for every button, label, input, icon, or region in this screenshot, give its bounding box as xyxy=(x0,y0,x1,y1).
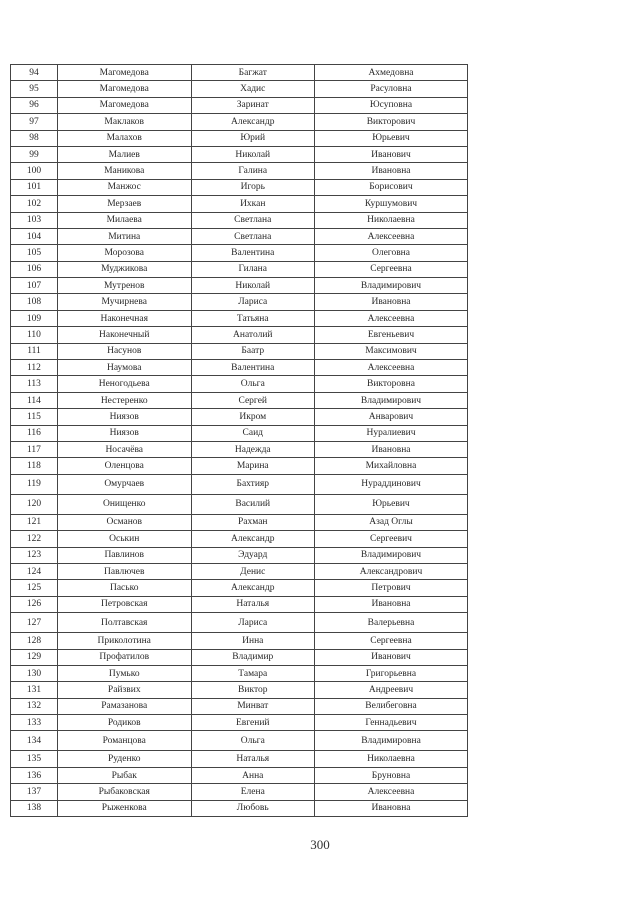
table-row xyxy=(11,458,468,474)
table-row xyxy=(11,114,468,130)
first-name-cell: Николай xyxy=(191,146,314,162)
last-name-cell: Ниязов xyxy=(57,425,191,441)
first-name-cell: Василий xyxy=(191,494,314,514)
row-number-cell: 108 xyxy=(11,294,58,310)
row-number-cell: 99 xyxy=(11,146,58,162)
last-name-cell: Рамазанова xyxy=(57,698,191,714)
patronymic-cell: Куршумович xyxy=(314,196,467,212)
table-row xyxy=(11,596,468,612)
last-name-cell: Магомедова xyxy=(57,81,191,97)
first-name-cell: Наталья xyxy=(191,596,314,612)
first-name-cell: Александр xyxy=(191,114,314,130)
last-name-cell: Митина xyxy=(57,228,191,244)
first-name-cell: Икром xyxy=(191,409,314,425)
row-number-cell: 136 xyxy=(11,767,58,783)
last-name-cell: Маклаков xyxy=(57,114,191,130)
last-name-cell: Малиев xyxy=(57,146,191,162)
first-name-cell: Рахман xyxy=(191,514,314,530)
patronymic-cell: Ивановна xyxy=(314,441,467,457)
patronymic-cell: Андреевич xyxy=(314,682,467,698)
row-number-cell: 120 xyxy=(11,494,58,514)
patronymic-cell: Валерьевна xyxy=(314,613,467,633)
first-name-cell: Лариса xyxy=(191,613,314,633)
table-row xyxy=(11,294,468,310)
patronymic-cell: Сергеевна xyxy=(314,633,467,649)
table-row xyxy=(11,531,468,547)
table-row xyxy=(11,682,468,698)
first-name-cell: Светлана xyxy=(191,212,314,228)
last-name-cell: Маникова xyxy=(57,163,191,179)
table-row xyxy=(11,376,468,392)
last-name-cell: Рыбак xyxy=(57,767,191,783)
row-number-cell: 112 xyxy=(11,360,58,376)
table-row xyxy=(11,310,468,326)
first-name-cell: Тамара xyxy=(191,665,314,681)
first-name-cell: Виктор xyxy=(191,682,314,698)
row-number-cell: 131 xyxy=(11,682,58,698)
table-row xyxy=(11,409,468,425)
table-row xyxy=(11,65,468,81)
last-name-cell: Османов xyxy=(57,514,191,530)
table-row xyxy=(11,179,468,195)
last-name-cell: Насунов xyxy=(57,343,191,359)
patronymic-cell: Геннадьевич xyxy=(314,715,467,731)
last-name-cell: Омурчаев xyxy=(57,474,191,494)
last-name-cell: Милаева xyxy=(57,212,191,228)
first-name-cell: Любовь xyxy=(191,800,314,816)
table-row xyxy=(11,360,468,376)
last-name-cell: Магомедова xyxy=(57,97,191,113)
last-name-cell: Мутренов xyxy=(57,278,191,294)
row-number-cell: 138 xyxy=(11,800,58,816)
table-row xyxy=(11,474,468,494)
first-name-cell: Анна xyxy=(191,767,314,783)
row-number-cell: 119 xyxy=(11,474,58,494)
last-name-cell: Родиков xyxy=(57,715,191,731)
table-row xyxy=(11,441,468,457)
patronymic-cell: Ахмедовна xyxy=(314,65,467,81)
row-number-cell: 114 xyxy=(11,392,58,408)
table-row xyxy=(11,146,468,162)
patronymic-cell: Александрович xyxy=(314,563,467,579)
last-name-cell: Романцова xyxy=(57,731,191,751)
patronymic-cell: Юсуповна xyxy=(314,97,467,113)
table-row xyxy=(11,212,468,228)
first-name-cell: Галина xyxy=(191,163,314,179)
row-number-cell: 97 xyxy=(11,114,58,130)
first-name-cell: Денис xyxy=(191,563,314,579)
patronymic-cell: Юрьевич xyxy=(314,494,467,514)
row-number-cell: 106 xyxy=(11,261,58,277)
row-number-cell: 125 xyxy=(11,580,58,596)
table-row xyxy=(11,278,468,294)
first-name-cell: Инна xyxy=(191,633,314,649)
patronymic-cell: Петрович xyxy=(314,580,467,596)
first-name-cell: Ихкан xyxy=(191,196,314,212)
table-row xyxy=(11,97,468,113)
row-number-cell: 123 xyxy=(11,547,58,563)
row-number-cell: 129 xyxy=(11,649,58,665)
patronymic-cell: Алексеевна xyxy=(314,228,467,244)
row-number-cell: 133 xyxy=(11,715,58,731)
table-row xyxy=(11,261,468,277)
patronymic-cell: Азад Оглы xyxy=(314,514,467,530)
last-name-cell: Носачёва xyxy=(57,441,191,457)
patronymic-cell: Сергеевна xyxy=(314,261,467,277)
first-name-cell: Бахтияр xyxy=(191,474,314,494)
patronymic-cell: Бруновна xyxy=(314,767,467,783)
first-name-cell: Багжат xyxy=(191,65,314,81)
last-name-cell: Наумова xyxy=(57,360,191,376)
first-name-cell: Евгений xyxy=(191,715,314,731)
patronymic-cell: Иванович xyxy=(314,146,467,162)
last-name-cell: Муджикова xyxy=(57,261,191,277)
first-name-cell: Светлана xyxy=(191,228,314,244)
first-name-cell: Николай xyxy=(191,278,314,294)
patronymic-cell: Олеговна xyxy=(314,245,467,261)
first-name-cell: Марина xyxy=(191,458,314,474)
patronymic-cell: Алексеевна xyxy=(314,310,467,326)
row-number-cell: 128 xyxy=(11,633,58,649)
last-name-cell: Оленцова xyxy=(57,458,191,474)
table-row xyxy=(11,731,468,751)
first-name-cell: Валентина xyxy=(191,360,314,376)
table-row xyxy=(11,751,468,767)
patronymic-cell: Нуралиевич xyxy=(314,425,467,441)
row-number-cell: 116 xyxy=(11,425,58,441)
table-row xyxy=(11,767,468,783)
table-row xyxy=(11,494,468,514)
patronymic-cell: Нураддинович xyxy=(314,474,467,494)
row-number-cell: 130 xyxy=(11,665,58,681)
table-row xyxy=(11,81,468,97)
row-number-cell: 117 xyxy=(11,441,58,457)
patronymic-cell: Николаевна xyxy=(314,212,467,228)
row-number-cell: 132 xyxy=(11,698,58,714)
last-name-cell: Рыженкова xyxy=(57,800,191,816)
row-number-cell: 107 xyxy=(11,278,58,294)
first-name-cell: Надежда xyxy=(191,441,314,457)
row-number-cell: 115 xyxy=(11,409,58,425)
row-number-cell: 122 xyxy=(11,531,58,547)
last-name-cell: Магомедова xyxy=(57,65,191,81)
row-number-cell: 95 xyxy=(11,81,58,97)
patronymic-cell: Викторович xyxy=(314,114,467,130)
names-table xyxy=(10,64,468,817)
first-name-cell: Валентина xyxy=(191,245,314,261)
first-name-cell: Заринат xyxy=(191,97,314,113)
patronymic-cell: Евгеньевич xyxy=(314,327,467,343)
patronymic-cell: Викторовна xyxy=(314,376,467,392)
patronymic-cell: Ивановна xyxy=(314,163,467,179)
row-number-cell: 126 xyxy=(11,596,58,612)
table-row xyxy=(11,327,468,343)
table-row xyxy=(11,196,468,212)
last-name-cell: Оськин xyxy=(57,531,191,547)
table-row xyxy=(11,392,468,408)
row-number-cell: 96 xyxy=(11,97,58,113)
table-row xyxy=(11,343,468,359)
row-number-cell: 104 xyxy=(11,228,58,244)
row-number-cell: 105 xyxy=(11,245,58,261)
row-number-cell: 110 xyxy=(11,327,58,343)
row-number-cell: 94 xyxy=(11,65,58,81)
patronymic-cell: Сергеевич xyxy=(314,531,467,547)
row-number-cell: 98 xyxy=(11,130,58,146)
row-number-cell: 109 xyxy=(11,310,58,326)
row-number-cell: 102 xyxy=(11,196,58,212)
first-name-cell: Наталья xyxy=(191,751,314,767)
table-row xyxy=(11,130,468,146)
last-name-cell: Манжос xyxy=(57,179,191,195)
last-name-cell: Ниязов xyxy=(57,409,191,425)
first-name-cell: Гилана xyxy=(191,261,314,277)
last-name-cell: Нестеренко xyxy=(57,392,191,408)
patronymic-cell: Ивановна xyxy=(314,800,467,816)
patronymic-cell: Максимович xyxy=(314,343,467,359)
row-number-cell: 121 xyxy=(11,514,58,530)
first-name-cell: Лариса xyxy=(191,294,314,310)
patronymic-cell: Анварович xyxy=(314,409,467,425)
patronymic-cell: Расуловна xyxy=(314,81,467,97)
row-number-cell: 124 xyxy=(11,563,58,579)
table-row xyxy=(11,563,468,579)
first-name-cell: Елена xyxy=(191,784,314,800)
patronymic-cell: Ивановна xyxy=(314,596,467,612)
first-name-cell: Юрий xyxy=(191,130,314,146)
first-name-cell: Саид xyxy=(191,425,314,441)
last-name-cell: Райзвих xyxy=(57,682,191,698)
first-name-cell: Владимир xyxy=(191,649,314,665)
table-row xyxy=(11,649,468,665)
last-name-cell: Мучирнева xyxy=(57,294,191,310)
row-number-cell: 111 xyxy=(11,343,58,359)
last-name-cell: Павлючев xyxy=(57,563,191,579)
row-number-cell: 100 xyxy=(11,163,58,179)
first-name-cell: Минват xyxy=(191,698,314,714)
table-row xyxy=(11,800,468,816)
patronymic-cell: Юрьевич xyxy=(314,130,467,146)
table-row xyxy=(11,698,468,714)
row-number-cell: 135 xyxy=(11,751,58,767)
row-number-cell: 134 xyxy=(11,731,58,751)
first-name-cell: Хадис xyxy=(191,81,314,97)
row-number-cell: 127 xyxy=(11,613,58,633)
last-name-cell: Малахов xyxy=(57,130,191,146)
last-name-cell: Петровская xyxy=(57,596,191,612)
patronymic-cell: Николаевна xyxy=(314,751,467,767)
table-row xyxy=(11,425,468,441)
patronymic-cell: Алексеевна xyxy=(314,784,467,800)
table-row xyxy=(11,245,468,261)
table-row xyxy=(11,784,468,800)
patronymic-cell: Михайловна xyxy=(314,458,467,474)
patronymic-cell: Борисович xyxy=(314,179,467,195)
first-name-cell: Сергей xyxy=(191,392,314,408)
patronymic-cell: Владимирович xyxy=(314,278,467,294)
patronymic-cell: Владимирович xyxy=(314,392,467,408)
table-row xyxy=(11,163,468,179)
table-row xyxy=(11,228,468,244)
table-row xyxy=(11,547,468,563)
table-row xyxy=(11,580,468,596)
table-body xyxy=(11,65,468,817)
table-row xyxy=(11,514,468,530)
last-name-cell: Профатилов xyxy=(57,649,191,665)
first-name-cell: Баатр xyxy=(191,343,314,359)
patronymic-cell: Григорьевна xyxy=(314,665,467,681)
table-row xyxy=(11,665,468,681)
last-name-cell: Неногодьева xyxy=(57,376,191,392)
last-name-cell: Полтавская xyxy=(57,613,191,633)
first-name-cell: Ольга xyxy=(191,731,314,751)
table-row xyxy=(11,633,468,649)
first-name-cell: Анатолий xyxy=(191,327,314,343)
last-name-cell: Мерзаев xyxy=(57,196,191,212)
last-name-cell: Приколотина xyxy=(57,633,191,649)
last-name-cell: Морозова xyxy=(57,245,191,261)
patronymic-cell: Алексеевна xyxy=(314,360,467,376)
page-number: 300 xyxy=(310,837,330,852)
last-name-cell: Онищенко xyxy=(57,494,191,514)
first-name-cell: Ольга xyxy=(191,376,314,392)
last-name-cell: Рыбаковская xyxy=(57,784,191,800)
patronymic-cell: Владимирович xyxy=(314,547,467,563)
last-name-cell: Наконечная xyxy=(57,310,191,326)
row-number-cell: 137 xyxy=(11,784,58,800)
last-name-cell: Пасько xyxy=(57,580,191,596)
last-name-cell: Павлинов xyxy=(57,547,191,563)
first-name-cell: Александр xyxy=(191,531,314,547)
row-number-cell: 101 xyxy=(11,179,58,195)
patronymic-cell: Владимировна xyxy=(314,731,467,751)
last-name-cell: Пумько xyxy=(57,665,191,681)
last-name-cell: Руденко xyxy=(57,751,191,767)
patronymic-cell: Ивановна xyxy=(314,294,467,310)
last-name-cell: Наконечный xyxy=(57,327,191,343)
row-number-cell: 113 xyxy=(11,376,58,392)
first-name-cell: Татьяна xyxy=(191,310,314,326)
row-number-cell: 118 xyxy=(11,458,58,474)
row-number-cell: 103 xyxy=(11,212,58,228)
first-name-cell: Александр xyxy=(191,580,314,596)
patronymic-cell: Велибеговна xyxy=(314,698,467,714)
first-name-cell: Эдуард xyxy=(191,547,314,563)
table-row xyxy=(11,613,468,633)
patronymic-cell: Иванович xyxy=(314,649,467,665)
first-name-cell: Игорь xyxy=(191,179,314,195)
table-row xyxy=(11,715,468,731)
